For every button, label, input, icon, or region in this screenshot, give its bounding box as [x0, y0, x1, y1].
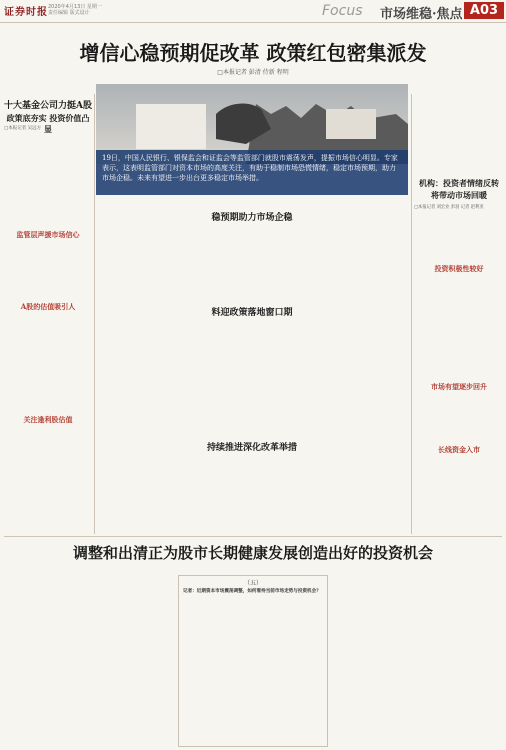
masthead-meta [48, 4, 102, 16]
left-title: 政策底夯实 投资价值凸显 [6, 113, 90, 134]
main-byline: □本报记者 彭清 侍新 程明 [217, 69, 289, 76]
right-sub-3: 长线资金入市 [438, 445, 480, 454]
left-sub-3: 关注逢利股估值 [23, 415, 73, 424]
left-body-1 [4, 133, 92, 228]
quote-label: （五） [243, 580, 262, 587]
masthead-date: 2020年4月13日 星期一 [48, 4, 102, 10]
center-body-a3 [306, 222, 408, 294]
right-body-4 [414, 456, 504, 534]
bottom-headline: 调整和出清正为股市长期健康发展创造出好的投资机会 [72, 544, 433, 562]
left-body-3 [4, 313, 92, 413]
left-sub-2: A股的估值吸引人 [20, 302, 76, 311]
center-body-a2 [201, 222, 301, 294]
bottom-body-2 [92, 574, 176, 746]
right-body-3 [414, 393, 504, 443]
center-body-a1 [96, 222, 196, 294]
quote-intro: 记者：近期资本市场震荡调整，如何看待当前市场走势与投资机会？ [183, 589, 321, 594]
bottom-body-1 [4, 574, 88, 746]
right-byline: □本报记者 刘宏业 彭羽 记者 赵利亚 [414, 205, 484, 210]
bottom-body-3 [332, 574, 416, 746]
section-title: 市场维稳·焦点 [380, 7, 463, 22]
page-number: A03 [464, 2, 504, 19]
left-sub-1: 监管层声援市场信心 [16, 230, 80, 239]
right-sub-2: 市场有望逐步回升 [431, 382, 487, 391]
column-divider [411, 94, 412, 534]
center-body-c3 [306, 452, 408, 534]
focus-label: Focus [322, 3, 363, 19]
left-kicker: 十大基金公司力挺A股 [4, 101, 92, 111]
center-sub-1: 稳预期助力市场企稳 [211, 213, 293, 223]
right-title-line2: 将带动市场回暖 [431, 190, 487, 200]
section-divider [4, 536, 502, 537]
center-body-b2 [201, 317, 301, 429]
newspaper-logo: 证券时报 [4, 7, 48, 18]
lead-paragraph: 19日，中国人民银行、银保监会和证监会等监管部门就股市震荡发声，提振市场信心明显。专家表示，这表明监管部门对资本市场的高度关注，有助于稳制市场恐慌情绪，稳定市场预期，助力市场企稳。未来有望进一步出台更多稳定市场举措。 [96, 150, 408, 195]
main-headline: 增信心稳预期促改革 政策红包密集派发 [79, 41, 427, 65]
bottom-body-4 [420, 574, 504, 746]
right-body-2 [414, 275, 504, 383]
center-sub-3: 持续推进深化改革举措 [206, 443, 297, 453]
center-body-b3 [306, 317, 408, 429]
column-divider [94, 94, 95, 534]
center-body-c1 [96, 452, 196, 534]
left-body-2 [4, 241, 92, 301]
right-title: 机构：投资者情绪反转 [419, 178, 499, 188]
center-sub-2: 料迎政策落地窗口期 [211, 308, 293, 318]
right-sub-1: 投资积极性较好 [434, 264, 484, 273]
center-body-c2 [201, 452, 301, 534]
left-byline: □本报记者 吴远方 [4, 126, 42, 131]
left-body-4 [4, 426, 92, 534]
right-body-1 [414, 212, 504, 262]
bottom-quote-box [178, 575, 328, 747]
right-article-head [414, 178, 504, 201]
masthead-editor: 责任编辑 版式设计 [48, 10, 90, 16]
center-body-b1 [96, 317, 196, 429]
